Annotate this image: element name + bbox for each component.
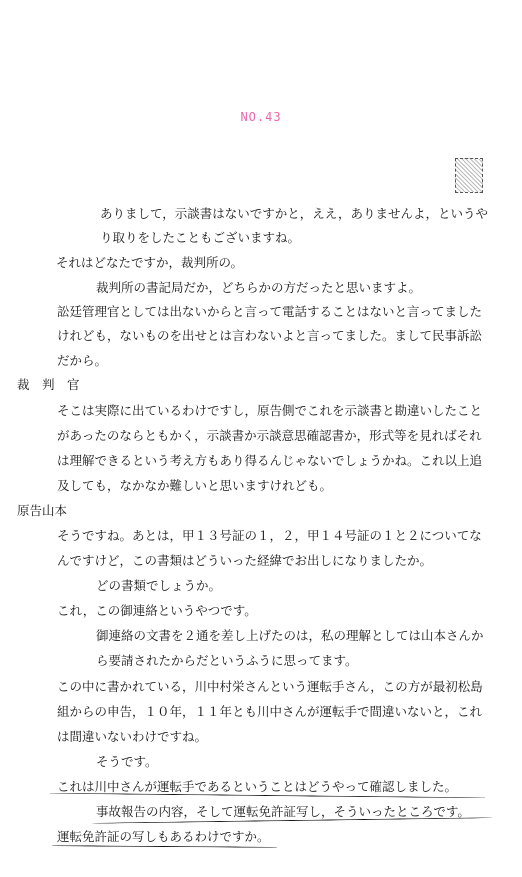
- text-line: ありまして，示談書はないですかと，ええ，ありませんよ，というや: [100, 206, 489, 221]
- text-line: 訟廷管理官としては出ないからと言って電話することはないと言ってました: [57, 304, 483, 319]
- speaker-judge: 裁 判 官: [17, 377, 80, 392]
- handwritten-underline: [52, 845, 277, 848]
- text-line: けれども，ないものを出せとは言わないよと言ってました。まして民事訴訟: [57, 328, 483, 343]
- text-line: これ，この御連絡というやつです。: [57, 603, 257, 618]
- text-line: そうです。: [96, 754, 158, 769]
- text-line: 御連絡の文書を２通を差し上げたのは，私の理解としては山本さんか: [96, 628, 484, 643]
- text-line: があったのならともかく，示談書か示談意思確認書か，形式等を見ればそれ: [57, 428, 482, 443]
- page-number: NO.43: [240, 110, 282, 124]
- text-line: 組からの申告，１０年，１１年とも川中さんが運転手で間違いないと，これ: [57, 704, 483, 719]
- text-line: どの書類でしょうか。: [96, 578, 222, 593]
- text-line: そこは実際に出ているわけですし，原告側でこれを示談書と勘違いしたこと: [57, 403, 483, 418]
- text-line: これは川中さんが運転手であるということはどうやって確認しました。: [57, 779, 458, 794]
- text-line: 事故報告の内容，そして運転免許証写し，そういったところです。: [96, 804, 470, 819]
- text-line: は理解できるという考え方もあり得るんじゃないでしょうかね。これ以上追: [57, 453, 483, 468]
- text-line: 及しても，なかなか難しいと思いますけれども。: [57, 478, 333, 493]
- speaker-plaintiff: 原告山本: [17, 503, 68, 518]
- text-line: んですけど，この書類はどういった経緯でお出しになりましたか。: [57, 553, 433, 568]
- text-line: だから。: [57, 353, 108, 368]
- text-line: それはどなたですか，裁判所の。: [56, 255, 244, 270]
- stamp-mark: [455, 158, 483, 193]
- text-line: この中に書かれている，川中村栄さんという運転手さん，この方が最初松島: [57, 679, 483, 694]
- text-line: は間違いないわけですね。: [57, 729, 208, 744]
- text-line: 運転免許証の写しもあるわけですか。: [57, 829, 270, 844]
- text-line: ら要請されたからだというふうに思ってます。: [96, 653, 358, 668]
- text-line: 裁判所の書記局だか，どちらかの方だったと思いますよ。: [96, 280, 422, 295]
- text-line: り取りをしたこともございますね。: [100, 230, 301, 245]
- text-line: そうですね。あとは，甲１３号証の１，２，甲１４号証の１と２についてな: [57, 528, 482, 543]
